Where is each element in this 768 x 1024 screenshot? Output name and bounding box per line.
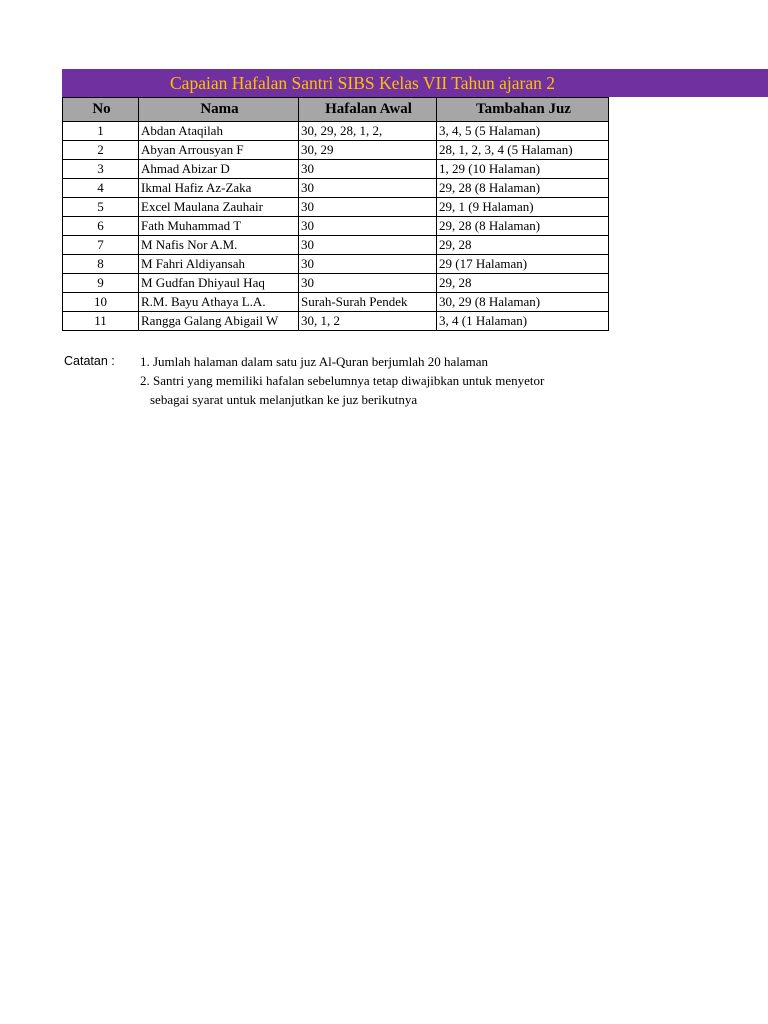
table-row (63, 274, 609, 293)
cell-hafalan-awal: 30, 29 (299, 141, 437, 160)
table-row (63, 217, 609, 236)
sheet-title: Capaian Hafalan Santri SIBS Kelas VII Tahun ajaran 2 (170, 73, 555, 93)
cell-tambahan-juz: 29, 28 (8 Halaman) (437, 179, 609, 198)
hafalan-table (62, 97, 609, 331)
cell-nama: Abyan Arrousyan F (139, 141, 299, 160)
cell-no: 4 (63, 179, 139, 198)
cell-tambahan-juz: 28, 1, 2, 3, 4 (5 Halaman) (437, 141, 609, 160)
cell-hafalan-awal: 30, 29, 28, 1, 2, (299, 122, 437, 141)
cell-hafalan-awal: Surah-Surah Pendek (299, 293, 437, 312)
cell-tambahan-juz: 29 (17 Halaman) (437, 255, 609, 274)
table-row (63, 312, 609, 331)
cell-nama: Fath Muhammad T (139, 217, 299, 236)
cell-no: 5 (63, 198, 139, 217)
cell-tambahan-juz: 29, 28 (437, 236, 609, 255)
note-item-2: 2. Santri yang memiliki hafalan sebelumnya tetap diwajibkan untuk menyetor (140, 373, 545, 388)
title-banner (62, 69, 768, 97)
table-row (63, 255, 609, 274)
note-item-2-continuation: sebagai syarat untuk melanjutkan ke juz berikutnya (150, 392, 418, 407)
cell-tambahan-juz: 29, 28 (8 Halaman) (437, 217, 609, 236)
cell-no: 1 (63, 122, 139, 141)
cell-hafalan-awal: 30 (299, 236, 437, 255)
table-header-row (63, 98, 609, 122)
table-body (63, 122, 609, 331)
table-row (63, 198, 609, 217)
column-header-no: No (63, 98, 139, 122)
cell-no: 3 (63, 160, 139, 179)
cell-no: 10 (63, 293, 139, 312)
cell-hafalan-awal: 30 (299, 179, 437, 198)
column-header-hafalan-awal: Hafalan Awal (299, 98, 437, 122)
cell-nama: Abdan Ataqilah (139, 122, 299, 141)
cell-nama: M Gudfan Dhiyaul Haq (139, 274, 299, 293)
cell-no: 8 (63, 255, 139, 274)
cell-hafalan-awal: 30 (299, 274, 437, 293)
cell-tambahan-juz: 30, 29 (8 Halaman) (437, 293, 609, 312)
cell-tambahan-juz: 1, 29 (10 Halaman) (437, 160, 609, 179)
cell-hafalan-awal: 30 (299, 255, 437, 274)
table-row (63, 236, 609, 255)
cell-hafalan-awal: 30, 1, 2 (299, 312, 437, 331)
cell-nama: R.M. Bayu Athaya L.A. (139, 293, 299, 312)
cell-tambahan-juz: 29, 1 (9 Halaman) (437, 198, 609, 217)
table-row (63, 293, 609, 312)
cell-no: 9 (63, 274, 139, 293)
note-item-1: 1. Jumlah halaman dalam satu juz Al-Quran berjumlah 20 halaman (140, 354, 489, 369)
cell-tambahan-juz: 3, 4 (1 Halaman) (437, 312, 609, 331)
cell-nama: M Nafis Nor A.M. (139, 236, 299, 255)
cell-nama: M Fahri Aldiyansah (139, 255, 299, 274)
cell-nama: Rangga Galang Abigail W (139, 312, 299, 331)
cell-hafalan-awal: 30 (299, 198, 437, 217)
cell-hafalan-awal: 30 (299, 217, 437, 236)
table-row (63, 141, 609, 160)
cell-nama: Ahmad Abizar D (139, 160, 299, 179)
cell-tambahan-juz: 3, 4, 5 (5 Halaman) (437, 122, 609, 141)
table-row (63, 160, 609, 179)
cell-no: 6 (63, 217, 139, 236)
cell-hafalan-awal: 30 (299, 160, 437, 179)
column-header-nama: Nama (139, 98, 299, 122)
notes-label: Catatan : (64, 354, 115, 368)
notes-list (140, 352, 544, 409)
cell-no: 7 (63, 236, 139, 255)
cell-no: 2 (63, 141, 139, 160)
cell-no: 11 (63, 312, 139, 331)
table-row (63, 179, 609, 198)
table-row (63, 122, 609, 141)
cell-tambahan-juz: 29, 28 (437, 274, 609, 293)
cell-nama: Excel Maulana Zauhair (139, 198, 299, 217)
cell-nama: Ikmal Hafiz Az-Zaka (139, 179, 299, 198)
column-header-tambahan-juz: Tambahan Juz (437, 98, 609, 122)
